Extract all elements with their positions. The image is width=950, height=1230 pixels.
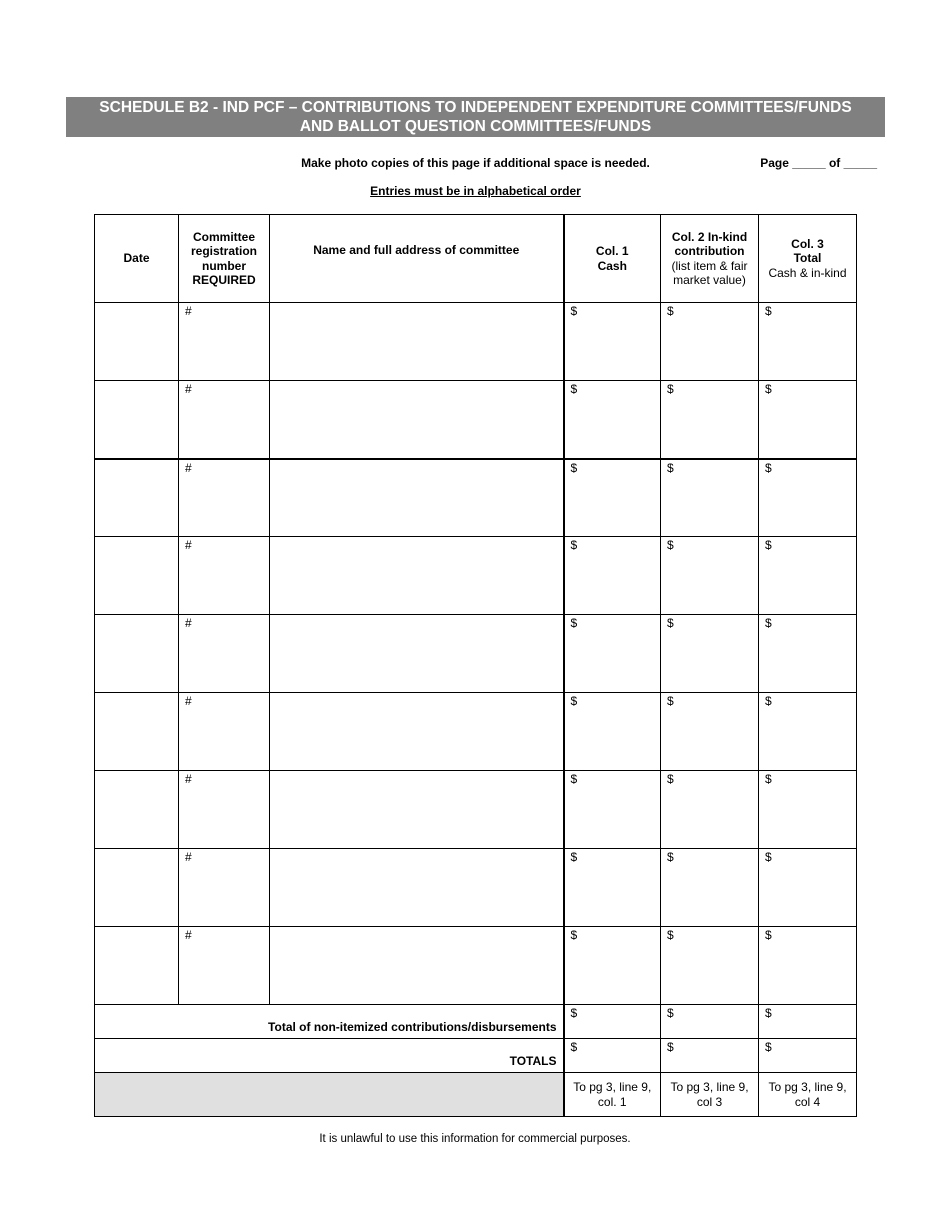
shaded-cell — [95, 1073, 564, 1117]
schedule-title-bar — [66, 97, 885, 137]
col2-inkind-field-symbol: $ — [667, 538, 674, 552]
registration-number-field-symbol: # — [185, 616, 192, 630]
col2-inkind-field-symbol: $ — [667, 382, 674, 396]
date-field[interactable] — [95, 615, 179, 693]
col3-total-field-symbol: $ — [765, 382, 772, 396]
table-row — [95, 771, 857, 849]
registration-number-field[interactable] — [179, 849, 270, 927]
col2-inkind-field[interactable] — [661, 693, 759, 771]
carry-col3-note: To pg 3, line 9, col 4 — [759, 1073, 857, 1117]
totals-col3-field[interactable]: $ — [759, 1039, 857, 1073]
table-row — [95, 537, 857, 615]
col3-total-field-symbol: $ — [765, 304, 772, 318]
col1-cash-field-symbol: $ — [570, 616, 578, 630]
col3-total-field[interactable] — [759, 381, 857, 459]
date-field[interactable] — [95, 459, 179, 537]
registration-number-field-symbol: # — [185, 460, 192, 475]
col2-inkind-field[interactable] — [661, 459, 759, 537]
schedule-title-line-2: AND BALLOT QUESTION COMMITTEES/FUNDS — [299, 118, 652, 135]
date-field[interactable] — [95, 381, 179, 459]
registration-number-field-symbol: # — [185, 382, 192, 396]
registration-number-field-symbol: # — [185, 694, 192, 708]
non-itemized-col3-field[interactable]: $ — [759, 1005, 857, 1039]
col2-inkind-field-symbol: $ — [667, 928, 674, 942]
non-itemized-label: Total of non-itemized contributions/disbursements — [95, 1005, 564, 1039]
name-address-field[interactable] — [270, 693, 564, 771]
col2-inkind-field-symbol: $ — [667, 616, 674, 630]
alphabetical-order-note: Entries must be in alphabetical order — [370, 184, 581, 198]
col1-cash-field[interactable] — [564, 615, 661, 693]
table-row — [95, 303, 857, 381]
col2-inkind-field-symbol: $ — [667, 694, 674, 708]
col3-total-field-symbol: $ — [765, 460, 772, 475]
col3-total-field[interactable] — [759, 849, 857, 927]
carry-forward-row — [95, 1073, 857, 1117]
commercial-use-disclaimer: It is unlawful to use this information for commercial purposes. — [319, 1133, 631, 1145]
col1-cash-field-symbol: $ — [570, 382, 578, 396]
registration-number-field-symbol: # — [185, 304, 192, 318]
name-address-field[interactable] — [270, 303, 564, 381]
col2-inkind-field-symbol: $ — [667, 304, 674, 318]
col3-total-field[interactable] — [759, 459, 857, 537]
totals-label: TOTALS — [95, 1039, 564, 1073]
header-col1-cash: Col. 1 Cash — [564, 215, 661, 303]
registration-number-field[interactable] — [179, 459, 270, 537]
col3-total-field[interactable] — [759, 927, 857, 1005]
col3-total-field-symbol: $ — [765, 928, 772, 942]
name-address-field[interactable] — [270, 927, 564, 1005]
name-address-field[interactable] — [270, 615, 564, 693]
col3-total-field-symbol: $ — [765, 538, 772, 552]
col1-cash-field[interactable] — [564, 771, 661, 849]
col2-inkind-field-symbol: $ — [667, 850, 674, 864]
col1-cash-field[interactable] — [564, 459, 661, 537]
table-row — [95, 849, 857, 927]
col2-inkind-field[interactable] — [661, 381, 759, 459]
date-field[interactable] — [95, 303, 179, 381]
header-date: Date — [95, 215, 179, 303]
registration-number-field[interactable] — [179, 615, 270, 693]
registration-number-field-symbol: # — [185, 850, 192, 864]
table-row — [95, 693, 857, 771]
col2-inkind-field[interactable] — [661, 771, 759, 849]
col1-cash-field[interactable] — [564, 693, 661, 771]
col2-inkind-field-symbol: $ — [667, 460, 674, 475]
col2-inkind-field[interactable] — [661, 537, 759, 615]
col3-total-field-symbol: $ — [765, 772, 772, 786]
table-row — [95, 381, 857, 459]
registration-number-field[interactable] — [179, 693, 270, 771]
page-number-field[interactable]: Page _____ of _____ — [760, 156, 877, 170]
col3-total-field[interactable] — [759, 303, 857, 381]
col3-total-field-symbol: $ — [765, 616, 772, 630]
col1-cash-field[interactable] — [564, 927, 661, 1005]
col1-cash-field-symbol: $ — [570, 304, 578, 318]
name-address-field[interactable] — [270, 771, 564, 849]
table-row — [95, 459, 857, 537]
col1-cash-field[interactable] — [564, 537, 661, 615]
totals-col2-field[interactable]: $ — [661, 1039, 759, 1073]
name-address-field[interactable] — [270, 381, 564, 459]
col2-inkind-field[interactable] — [661, 927, 759, 1005]
registration-number-field[interactable] — [179, 537, 270, 615]
registration-number-field[interactable] — [179, 771, 270, 849]
non-itemized-col1-field[interactable]: $ — [564, 1005, 661, 1039]
totals-col1-field[interactable]: $ — [564, 1039, 661, 1073]
col1-cash-field-symbol: $ — [570, 538, 578, 552]
col3-total-field[interactable] — [759, 537, 857, 615]
header-col3-total: Col. 3 Total Cash & in-kind — [759, 215, 857, 303]
non-itemized-col2-field[interactable]: $ — [661, 1005, 759, 1039]
registration-number-field-symbol: # — [185, 772, 192, 786]
col3-total-field-symbol: $ — [765, 850, 772, 864]
date-field[interactable] — [95, 693, 179, 771]
carry-col2-note: To pg 3, line 9, col 3 — [661, 1073, 759, 1117]
name-address-field[interactable] — [270, 849, 564, 927]
header-col2-inkind: Col. 2 In-kind contribution (list item & fair market value) — [661, 215, 759, 303]
col1-cash-field-symbol: $ — [570, 928, 578, 942]
col3-total-field[interactable] — [759, 693, 857, 771]
registration-number-field[interactable] — [179, 381, 270, 459]
col1-cash-field-symbol: $ — [570, 772, 578, 786]
registration-number-field-symbol: # — [185, 928, 192, 942]
col1-cash-field-symbol: $ — [570, 460, 578, 475]
col3-total-field-symbol: $ — [765, 694, 772, 708]
registration-number-field-symbol: # — [185, 538, 192, 552]
col2-inkind-field[interactable] — [661, 303, 759, 381]
table-row — [95, 615, 857, 693]
col1-cash-field[interactable] — [564, 381, 661, 459]
col1-cash-field[interactable] — [564, 849, 661, 927]
col3-total-field[interactable] — [759, 771, 857, 849]
table-row — [95, 927, 857, 1005]
col1-cash-field-symbol: $ — [570, 850, 578, 864]
header-name-address: Name and full address of committee — [270, 215, 564, 303]
totals-row — [95, 1039, 857, 1073]
header-committee-registration: Committee registration number REQUIRED — [179, 215, 270, 303]
contributions-table — [94, 214, 857, 1117]
date-field[interactable] — [95, 849, 179, 927]
name-address-field[interactable] — [270, 537, 564, 615]
carry-col1-note: To pg 3, line 9, col. 1 — [564, 1073, 661, 1117]
table-header-row — [95, 215, 857, 303]
col1-cash-field-symbol: $ — [570, 694, 578, 708]
date-field[interactable] — [95, 927, 179, 1005]
date-field[interactable] — [95, 537, 179, 615]
registration-number-field[interactable] — [179, 927, 270, 1005]
schedule-title-line-1: SCHEDULE B2 - IND PCF – CONTRIBUTIONS TO INDEPENDENT EXPENDITURE COMMITTEES/FUNDS — [99, 99, 852, 116]
name-address-field[interactable] — [270, 459, 564, 537]
col2-inkind-field[interactable] — [661, 615, 759, 693]
col2-inkind-field-symbol: $ — [667, 772, 674, 786]
col3-total-field[interactable] — [759, 615, 857, 693]
date-field[interactable] — [95, 771, 179, 849]
photocopy-note: Make photo copies of this page if additional space is needed. — [301, 156, 650, 170]
col2-inkind-field[interactable] — [661, 849, 759, 927]
col1-cash-field[interactable] — [564, 303, 661, 381]
registration-number-field[interactable] — [179, 303, 270, 381]
non-itemized-row — [95, 1005, 857, 1039]
